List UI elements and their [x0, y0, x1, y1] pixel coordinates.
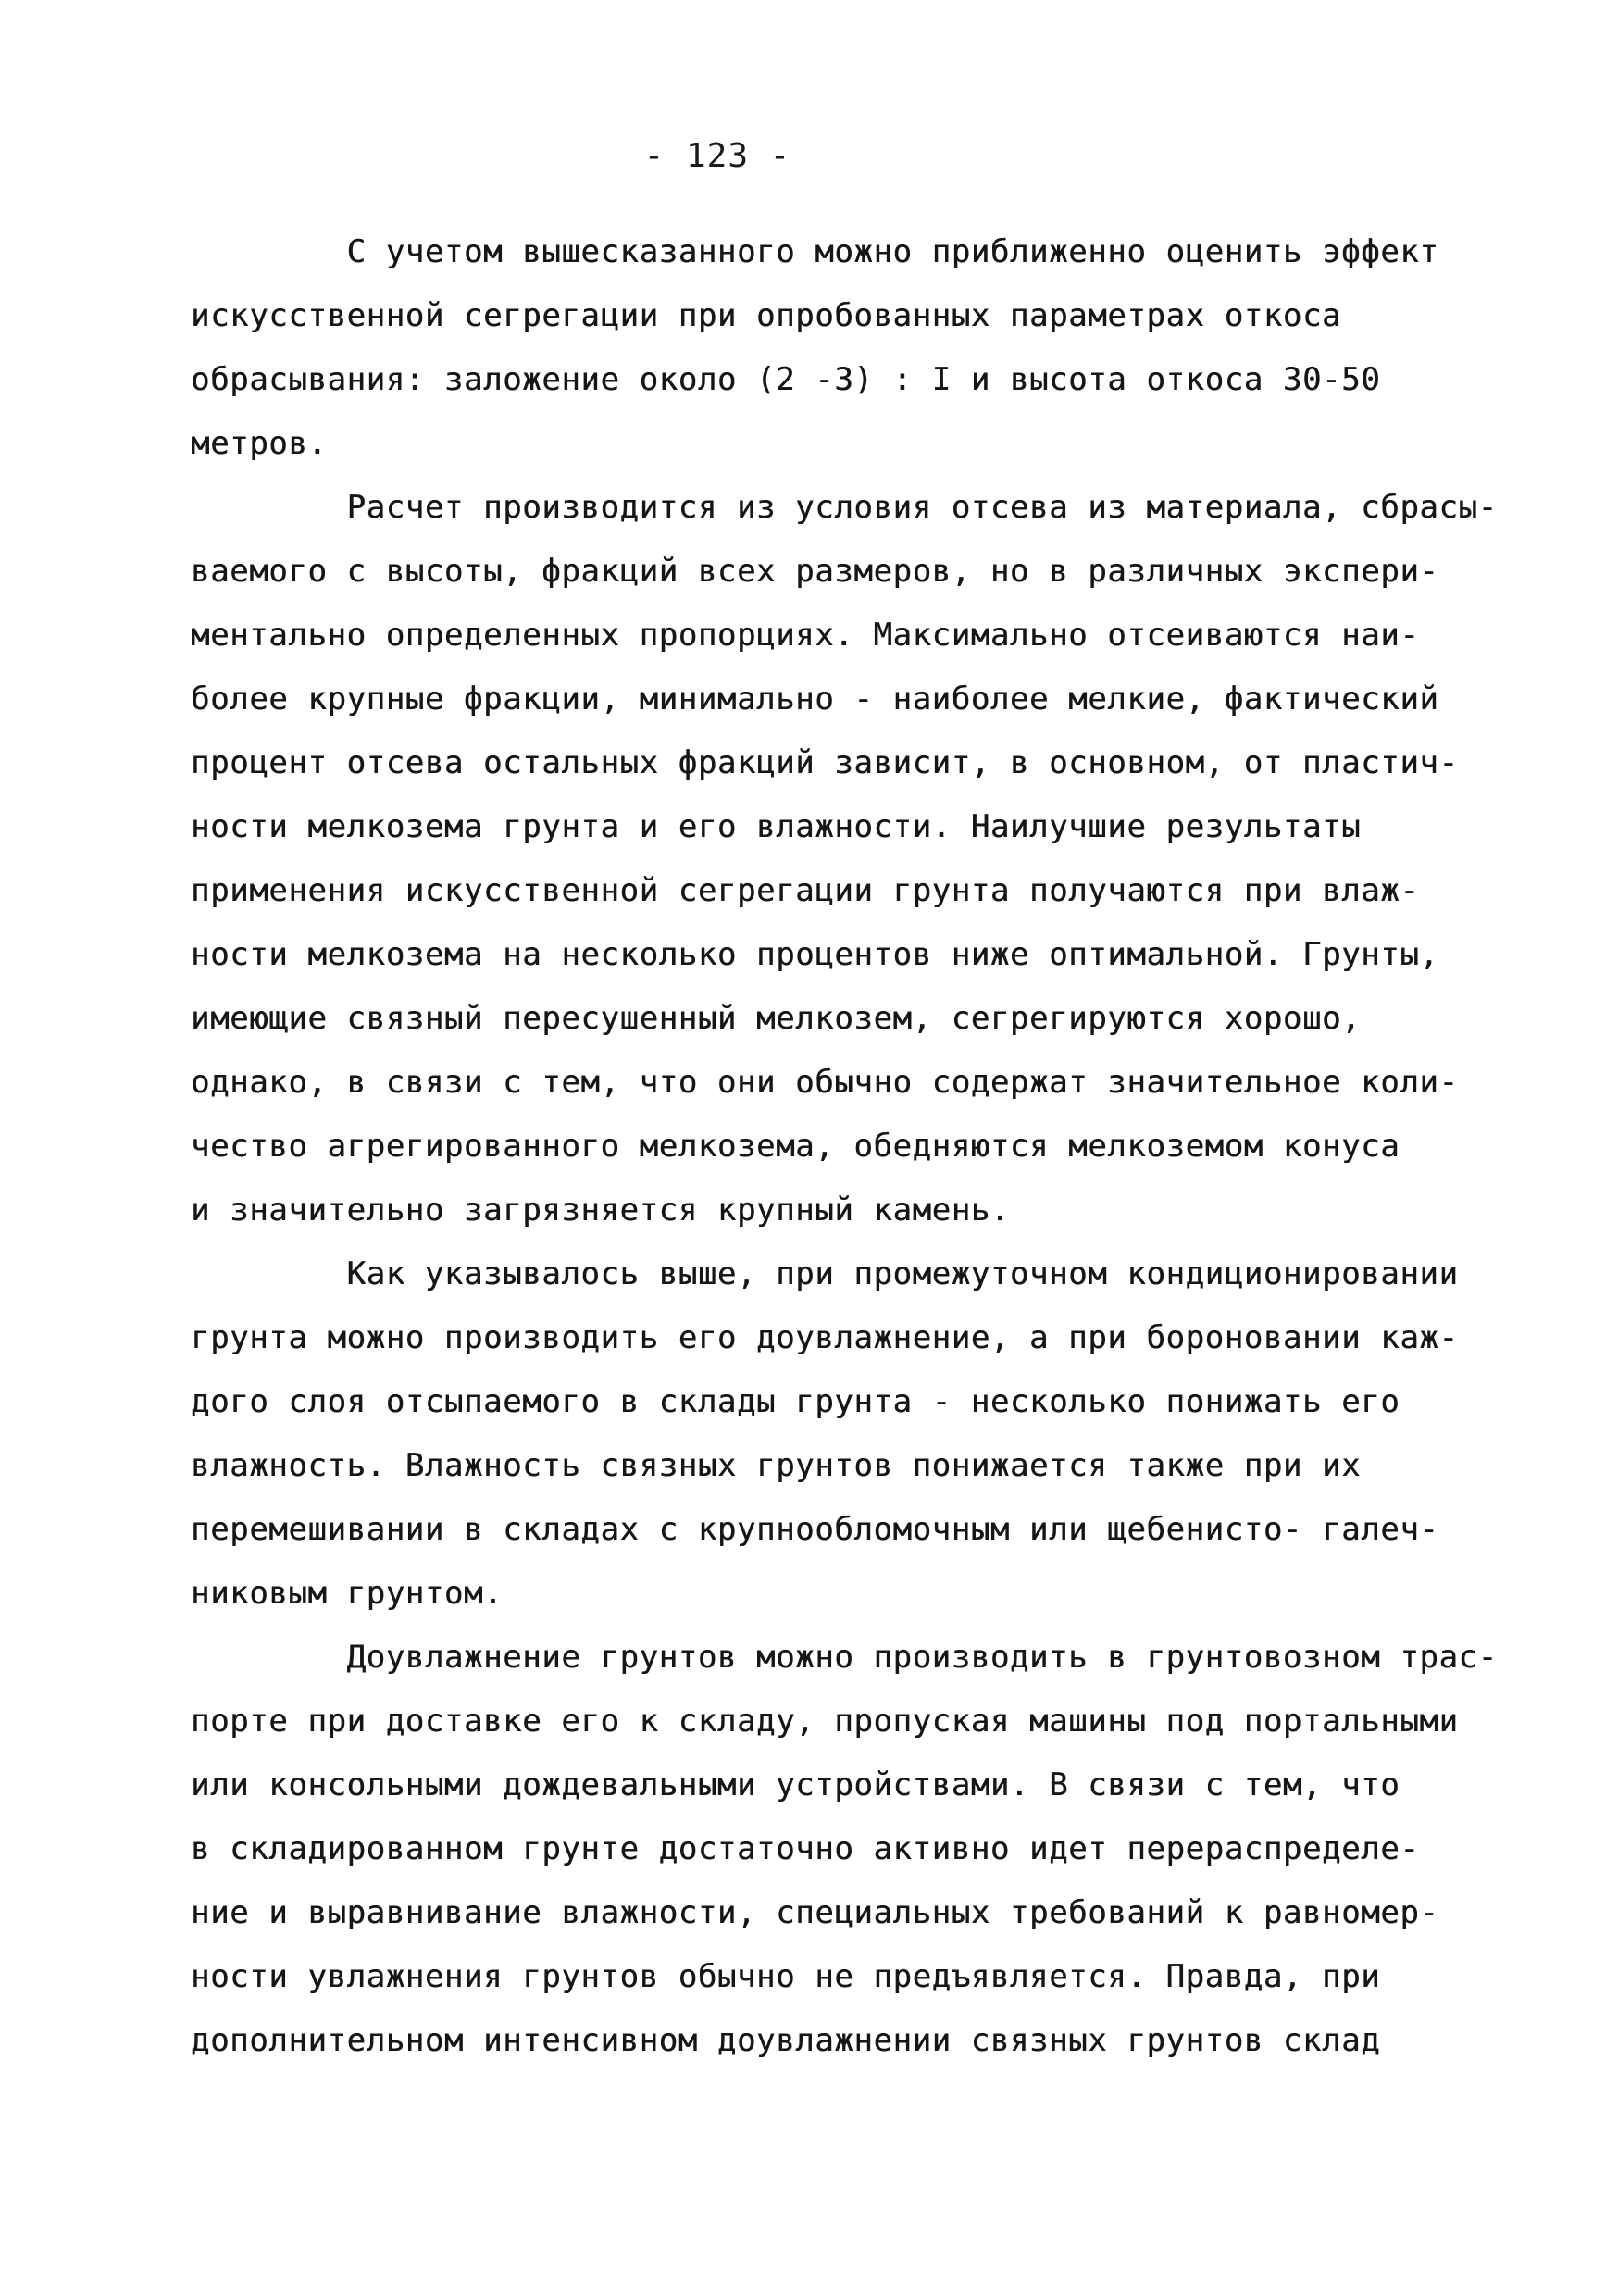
- paragraph: [191, 1626, 1498, 2073]
- text-line: Как указывалось выше, при промежуточном кондиционировании: [191, 1255, 1459, 1292]
- paragraph: [191, 1242, 1468, 1626]
- text-line: применения искусственной сегрегации грунта получаются при влаж-: [191, 872, 1420, 909]
- text-line: чество агрегированного мелкозема, обедняются мелкоземом конуса: [191, 1128, 1400, 1165]
- paragraph: [191, 476, 1498, 1242]
- text-line: ментально определенных пропорциях. Максимально отсеиваются наи-: [191, 617, 1420, 654]
- text-line: ности мелкозема грунта и его влажности. Наилучшие результаты: [191, 808, 1362, 845]
- text-line: порте при доставке его к складу, пропуская машины под портальными: [191, 1703, 1459, 1740]
- page-number: - 123 -: [643, 137, 791, 175]
- text-line: ности мелкозема на несколько процентов ниже оптимальной. Грунты,: [191, 936, 1439, 973]
- text-line: ние и выравнивание влажности, специальных требований к равномер-: [191, 1894, 1439, 1931]
- text-line: С учетом вышесказанного можно приближенно оценить эффект: [191, 233, 1439, 270]
- text-line: искусственной сегрегации при опробованных параметрах откоса: [191, 297, 1342, 334]
- text-line: или консольными дождевальными устройствами. В связи с тем, что: [191, 1766, 1400, 1803]
- text-line: дого слоя отсыпаемого в склады грунта - несколько понижать его: [191, 1383, 1400, 1420]
- text-line: процент отсева остальных фракций зависит, в основном, от пластич-: [191, 744, 1459, 781]
- text-line: никовым грунтом.: [191, 1575, 504, 1612]
- text-line: имеющие связный пересушенный мелкозем, сегрегируются хорошо,: [191, 1000, 1362, 1037]
- body-text: [191, 220, 1498, 2073]
- text-line: Расчет производится из условия отсева из материала, сбрасы-: [191, 489, 1498, 526]
- text-line: влажность. Влажность связных грунтов понижается также при их: [191, 1447, 1362, 1484]
- text-line: перемешивании в складах с крупнообломочным или щебенисто- галеч-: [191, 1511, 1439, 1548]
- text-line: метров.: [191, 425, 328, 462]
- text-line: дополнительном интенсивном доувлажнении связных грунтов склад: [191, 2022, 1381, 2059]
- text-line: более крупные фракции, минимально - наиболее мелкие, фактический: [191, 680, 1439, 718]
- text-line: грунта можно производить его доувлажнение, а при бороновании каж-: [191, 1319, 1459, 1356]
- text-line: обрасывания: заложение около (2 -3) : I и высота откоса 30-50: [191, 361, 1381, 398]
- text-line: и значительно загрязняется крупный камень.: [191, 1192, 1010, 1229]
- text-line: ваемого с высоты, фракций всех размеров, но в различных экспери-: [191, 553, 1439, 590]
- paragraph: [191, 220, 1468, 476]
- text-line: однако, в связи с тем, что они обычно содержат значительное коли-: [191, 1064, 1459, 1101]
- text-line: Доувлажнение грунтов можно производить в грунтовозном трас-: [191, 1639, 1498, 1676]
- text-line: ности увлажнения грунтов обычно не предъявляется. Правда, при: [191, 1958, 1381, 1995]
- text-line: в складированном грунте достаточно активно идет перераспределе-: [191, 1830, 1420, 1867]
